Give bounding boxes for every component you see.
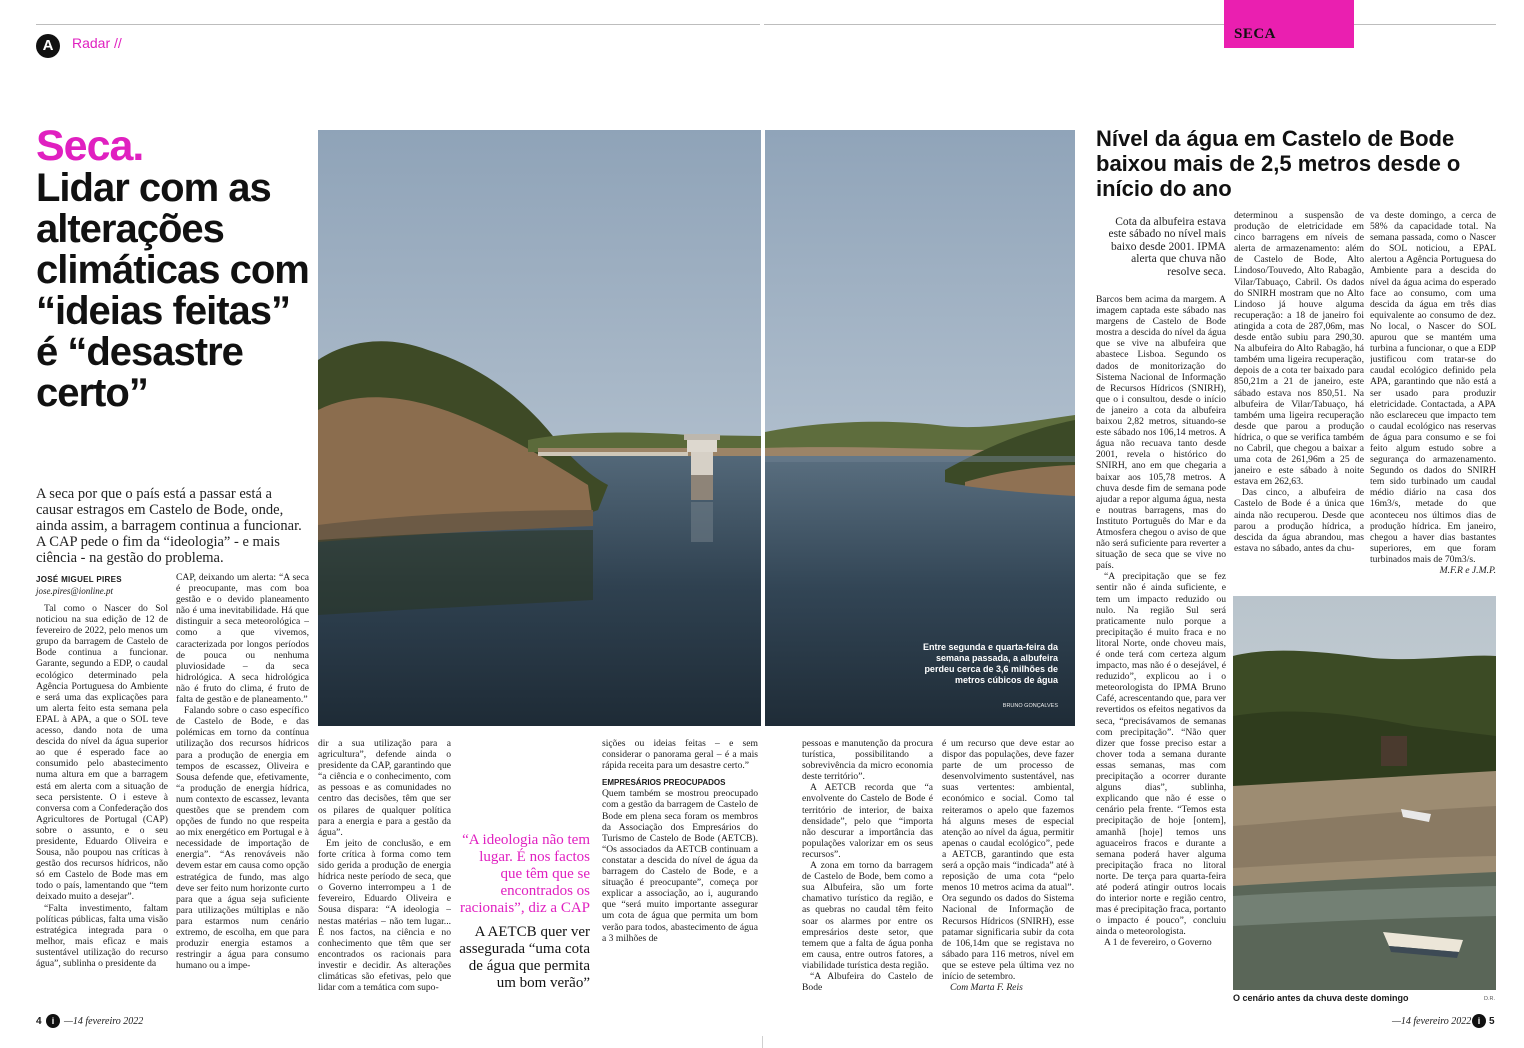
paragraph: sições ou ideias feitas – e sem considerar o panorama geral – é a mais rápida receita para um desastre certo.” bbox=[602, 738, 758, 772]
paragraph: va deste domingo, a cerca de 58% da capacidade total. Na semana passada, como o Nascer do SOL noticiou, a EPAL alertou a Agência Portuguesa do Ambiente para a descida do nível da água acima do esperado face ao consumo, com uma descida da água em três dias equivalente ao consumo de dez. No local, o Nascer do SOL apurou que se mantém uma turbina a funcionar, o que a EDP justificou com tratar-se do caudal ecológico definido pela APA, garantindo que não está a ser usado para produzir eletricidade. Contactada, a APA não esclareceu que impacto tem o caudal ecológico nas reservas de água para consumo e se foi feito algum estudo sobre a segurança do armazenamento. Segundo os dados do SNIRH tem sido turbinado um caudal médio diário na casa dos 16m3/s, metade do que aconteceu nos últimos dias de produção hídrica. Em janeiro, chegou a haver dias bastantes superiores, em que foram turbinados mais de 70m3/s. bbox=[1370, 210, 1496, 565]
section-tag-label: SECA bbox=[1234, 26, 1277, 42]
paragraph: CAP, deixando um alerta: “A seca é preocupante, mas com boa gestão e o devido planeamento não é uma inevitabilidade. Há que distinguir a seca meteorológica – como a que vivemos, caracterizada por longos períodos de pouca ou nenhuma pluviosidade – da seca hidrológica. A seca hidrológica não é fruto do clima, é fruto de falta de gestão e de planeamento.” bbox=[176, 572, 309, 706]
issue-date-left: —14 fevereiro 2022 bbox=[64, 1016, 144, 1027]
article-column-3 bbox=[318, 738, 451, 1006]
pull-quote-cap: “A ideologia não tem lugar. É nos factos que têm que se encontrados os racionais”, diz a CAP bbox=[460, 832, 590, 916]
page-title: Lidar com as alterações climáticas com “ideias feitas” é “desastre certo” bbox=[36, 166, 309, 415]
signature: Com Marta F. Reis bbox=[950, 982, 1023, 994]
author-byline: JOSÉ MIGUEL PIRES bbox=[36, 575, 122, 584]
paragraph: A zona em torno da barragem de Castelo de Bode, bem como a sua Albufeira, são um forte chamativo turístico da região, e as quebras no caudal têm feito soar os alarmes por entre os empresários deste setor, que temem que a falta de água ponha em causa, entre outros fatores, a viabilidade turística desta região. bbox=[802, 860, 933, 971]
brand-mark-icon: i bbox=[46, 1014, 60, 1028]
section-tag bbox=[1224, 0, 1354, 48]
article-column-6 bbox=[942, 738, 1074, 1006]
section-label[interactable]: Radar // bbox=[72, 35, 122, 51]
paragraph: Barcos bem acima da margem. A imagem captada este sábado nas margens de Castelo de Bode mostra a descida do nível da água que se vive na albufeira que abastece Lisboa. Segundo os dados de monitorização do Sistema Nacional de Informação de Recursos Hídricos (SNIRH), que o i consultou, desde o início de janeiro a cota da albufeira baixou 2,82 metros, situando-se este sábado nos 106,14 metros. A água não recuava tanto desde 2001, revela o histórico do SNIRH, ano em que chegaria a baixar aos 105,78 metros. A chuva desde fim de semana pode ajudar a repor alguma água, nesta e noutras barragens, mas do Instituto Português do Mar e da Atmosfera chegou o aviso de que não será suficiente para reverter a situação de seca que se vive no país. bbox=[1096, 294, 1226, 572]
author-email[interactable]: jose.pires@ionline.pt bbox=[36, 586, 113, 596]
dam-photo-right bbox=[765, 130, 1075, 726]
article-lead: A seca por que o país está a passar está a causar estragos em Castelo de Bode, onde, ainda assim, a barragem continua a funcionar. A CAP pede o fim da “ideologia” - e mais ciência - na gestão do problema. bbox=[36, 486, 302, 566]
shore-photo-credit: D.R. bbox=[1484, 996, 1495, 1002]
paragraph: Das cinco, a albufeira de Castelo de Bode é a única que ainda não recuperou. Desde que parou a produção hídrica, a descida da água abrandou, mas estava no sábado, antes da chu- bbox=[1234, 487, 1364, 554]
photo-credit: BRUNO GONÇALVES bbox=[1002, 703, 1058, 709]
top-rule-left bbox=[36, 24, 760, 25]
article-2-lead: Cota da albufeira estava este sábado no nível mais baixo desde 2001. IPMA alerta que chuva não resolve seca. bbox=[1108, 216, 1226, 278]
article-column-5 bbox=[802, 738, 933, 1006]
paragraph: A 1 de fevereiro, o Governo bbox=[1104, 937, 1212, 949]
pull-quote-aetcb: A AETCB quer ver assegurada “uma cota de água que permita um bom verão” bbox=[459, 924, 590, 991]
page-number-right: 5 bbox=[1489, 1016, 1495, 1027]
top-rule-right bbox=[764, 24, 1496, 25]
paragraph: Quem também se mostrou preocupado com a gestão da barragem de Castelo de Bode em plena seca foram os membros da Associação dos Empresários do Turismo de Castelo de Bode (AETCB). “Os associados da AETCB continuam a constatar a descida do nível de água da barragem do Castelo de Bode, e a situação é preocupante”, começa por explicar a associação, ao i, augurando que “será muito importante assegurar um cota de água que permita um bom verão para todos, abastecimento de água a 3 milhões de bbox=[602, 788, 758, 944]
signature: M.F.R e J.M.P. bbox=[1439, 565, 1496, 576]
article-2-column-2 bbox=[1234, 210, 1364, 590]
article-2-column-1 bbox=[1096, 294, 1226, 1006]
dam-photo-left-image bbox=[318, 130, 761, 726]
paragraph: Tal como o Nascer do Sol noticiou na sua edição de 12 de fevereiro de 2022, pelo menos um grupo da barragem de Castelo de Bode continua a funcionar. Garante, segundo a EDP, o caudal ecológico determinado pela Agência Portuguesa do Ambiente e será uma das explicações para um alerta feito esta semana pela EPAL à APA, a que o SOL teve acesso, dando nota de uma descida do nível da água superior ao que é esperado face ao consumido pelo abastecimento numa altura em que a barragem está em alerta com a situação de seca persistente. O i esteve à conversa com a Confederação dos Agricultores de Portugal (CAP) sobre o assunto, e o seu presidente, Eduardo Oliveira e Sousa, não poupou nas críticas à gestão dos recursos hídricos, não só em Castelo de Bode mas em todo o país, lamentando que “tem deixado muito a desejar”. bbox=[36, 603, 168, 903]
dam-photo-left bbox=[318, 130, 761, 726]
paragraph: “Falta investimento, faltam políticas públicas, falta uma visão estratégica integrada para o melhor, mais eficaz e mais sustentável utilização do recurso água”, sublinha o presidente da bbox=[36, 902, 168, 969]
paragraph: A AETCB recorda que “a envolvente do Castelo de Bode é território de interior, de baixa densidade”, pelo que “importa não descurar a importância das populações valorizar em os seus recursos”. bbox=[802, 782, 933, 860]
shore-photo bbox=[1233, 596, 1496, 990]
paragraph: “A precipitação que se fez sentir não é ainda suficiente, e tem um impacto reduzido ou nulo. Na região Sul será praticamente nulo porque a precipitação é muito fraca e no litoral Norte, onde choveu mais, é onde terá com certeza algum impacto, mas não é o desejável, é reduzido”, explicou ao i o meteorologista do IPMA Bruno Café, acrescentando que, para ver revertidos os efeitos negativos da seca, “precisávamos de semanas com precipitação”. “Não quer dizer que fosse preciso estar a chover toda a semana durante essas semanas, mas com precipitação a ocorrer durante alguns dias”, sublinha, explicando que não é esse o cenário pela frente. “Temos esta precipitação de hoje [ontem], amanhã [hoje] temos uns aguaceiros fracos e durante a semana poderá haver alguma precipitação fraca no litoral norte. De terça para quarta-feira até poderá atingir outros locais do interior norte e região centro, mas é precipitação fraca, portanto o impacto é pouco”, concluiu ainda o meteorologista. bbox=[1096, 571, 1226, 938]
paragraph: dir a sua utilização para a agricultura”, defende ainda o presidente da CAP, garantindo que “a ciência e o conhecimento, com as pessoas e as comunidades no centro das decisões, têm que ser os pilares de qualquer política para a energia e para a gestão da água”. bbox=[318, 738, 451, 838]
paragraph: Falando sobre o caso específico de Castelo de Bode, e das polémicas em torno da contínua utilização dos recursos hídricos para a produção de energia em tempos de escassez, Oliveira e Sousa defende que, efetivamente, “a produção de energia hídrica, num contexto de escassez, levanta questões que se prendem com opções de fundo no que respeita ao mix energético em Portugal e à necessidade de importação de energia”. “As renováveis não devem estar em causa como opção estratégica de fundo, mas algo deve ser feito num horizonte curto para que a água seja suficiente para utilizações múltiplas e não para estarmos num cenário extremo, de escolha, em que para produzir energia estamos a restringir a água para consumo humano ou a impe- bbox=[176, 705, 309, 972]
page-gutter bbox=[762, 1036, 763, 1048]
paragraph: Em jeito de conclusão, e em forte crítica à forma como tem sido gerida a produção de energia hídrica neste período de seca, que o Governo interrompeu a 1 de fevereiro, Eduardo Oliveira e Sousa dispara: “A ideologia – nestas matérias – não tem lugar... É nos factos, na ciência e no conhecimento que têm que ser encontrados os racionais para investir e decidir. As alterações climáticas são efetivas, pelo que lidar com a temática com supo- bbox=[318, 837, 451, 994]
brand-logo[interactable]: A bbox=[36, 34, 60, 58]
paragraph: determinou a suspensão de produção de eletricidade em cinco barragens em níveis de alerta de armazenamento: além de Castelo de Bode, Alto Lindoso/Touvedo, Alto Rabagão, Vilar/Tabuaço, Cabril. Os dados do SNIRH mostram que no Alto Lindoso já houve alguma recuperação: a 18 de janeiro foi atingida a cota de 287,06m, mas desde então subiu para 290,30. Na albufeira do Alto Rabagão, há também uma ligeira recuperação, depois de a cota ter baixado para 850,21m a 21 de janeiro, este sábado estava nos 850,51. Na albufeira de Vilar/Tabuaço, há também uma ligeira recuperação desde que parou a produção hídrica, o que se verifica também no Cabril, que chegou a baixar a uma cota de 261,96m a 25 de janeiro e este sábado à noite estava em 262,63. bbox=[1234, 210, 1364, 488]
photo-caption: Entre segunda e quarta-feira da semana passada, a albufeira perdeu cerca de 3,6 milhões de metros cúbicos de água bbox=[922, 642, 1058, 685]
article-column-4 bbox=[602, 738, 758, 1006]
subheading: EMPRESÁRIOS PREOCUPADOS bbox=[602, 778, 726, 788]
dam-photo-right-image bbox=[765, 130, 1075, 726]
article-column-1 bbox=[36, 603, 168, 1006]
issue-date-right: —14 fevereiro 2022 bbox=[1392, 1016, 1472, 1027]
paragraph: pessoas e manutenção da procura turística, possibilitando a sobrevivência da micro economia deste território”. bbox=[802, 738, 933, 783]
shore-photo-caption: O cenário antes da chuva deste domingo bbox=[1233, 993, 1409, 1003]
headline-kicker: Seca. bbox=[36, 122, 144, 170]
paragraph: “A Albufeira do Castelo de Bode bbox=[802, 970, 933, 994]
brand-mark-icon: i bbox=[1472, 1014, 1486, 1028]
shore-photo-image bbox=[1233, 596, 1496, 990]
article-2-title: Nível da água em Castelo de Bode baixou mais de 2,5 metros desde o início do ano bbox=[1096, 126, 1461, 201]
page-number-left: 4 bbox=[36, 1016, 42, 1027]
paragraph: é um recurso que deve estar ao dispor das populações, deve fazer parte de um processo de desenvolvimento sustentável, nas suas vertentes: ambiental, económico e social. Como tal reiteramos o apelo que fazemos há alguns meses de especial atenção ao nível da água, permitir apenas o caudal ecológico”, pede a AETCB, garantindo que esta será a opção mais “indicada” até à reposição de uma cota “pelo menos 10 metros acima da atual”. Ora segundo os dados do Sistema Nacional de Informação de Recursos Hídricos (SNIRH), esse patamar significaria subir da cota de 106,14m que se registava no sábado para 116 metros, nível em que se esteve pela última vez no início de setembro. bbox=[942, 738, 1074, 982]
article-column-2 bbox=[176, 572, 309, 1006]
article-2-column-3 bbox=[1370, 210, 1496, 590]
